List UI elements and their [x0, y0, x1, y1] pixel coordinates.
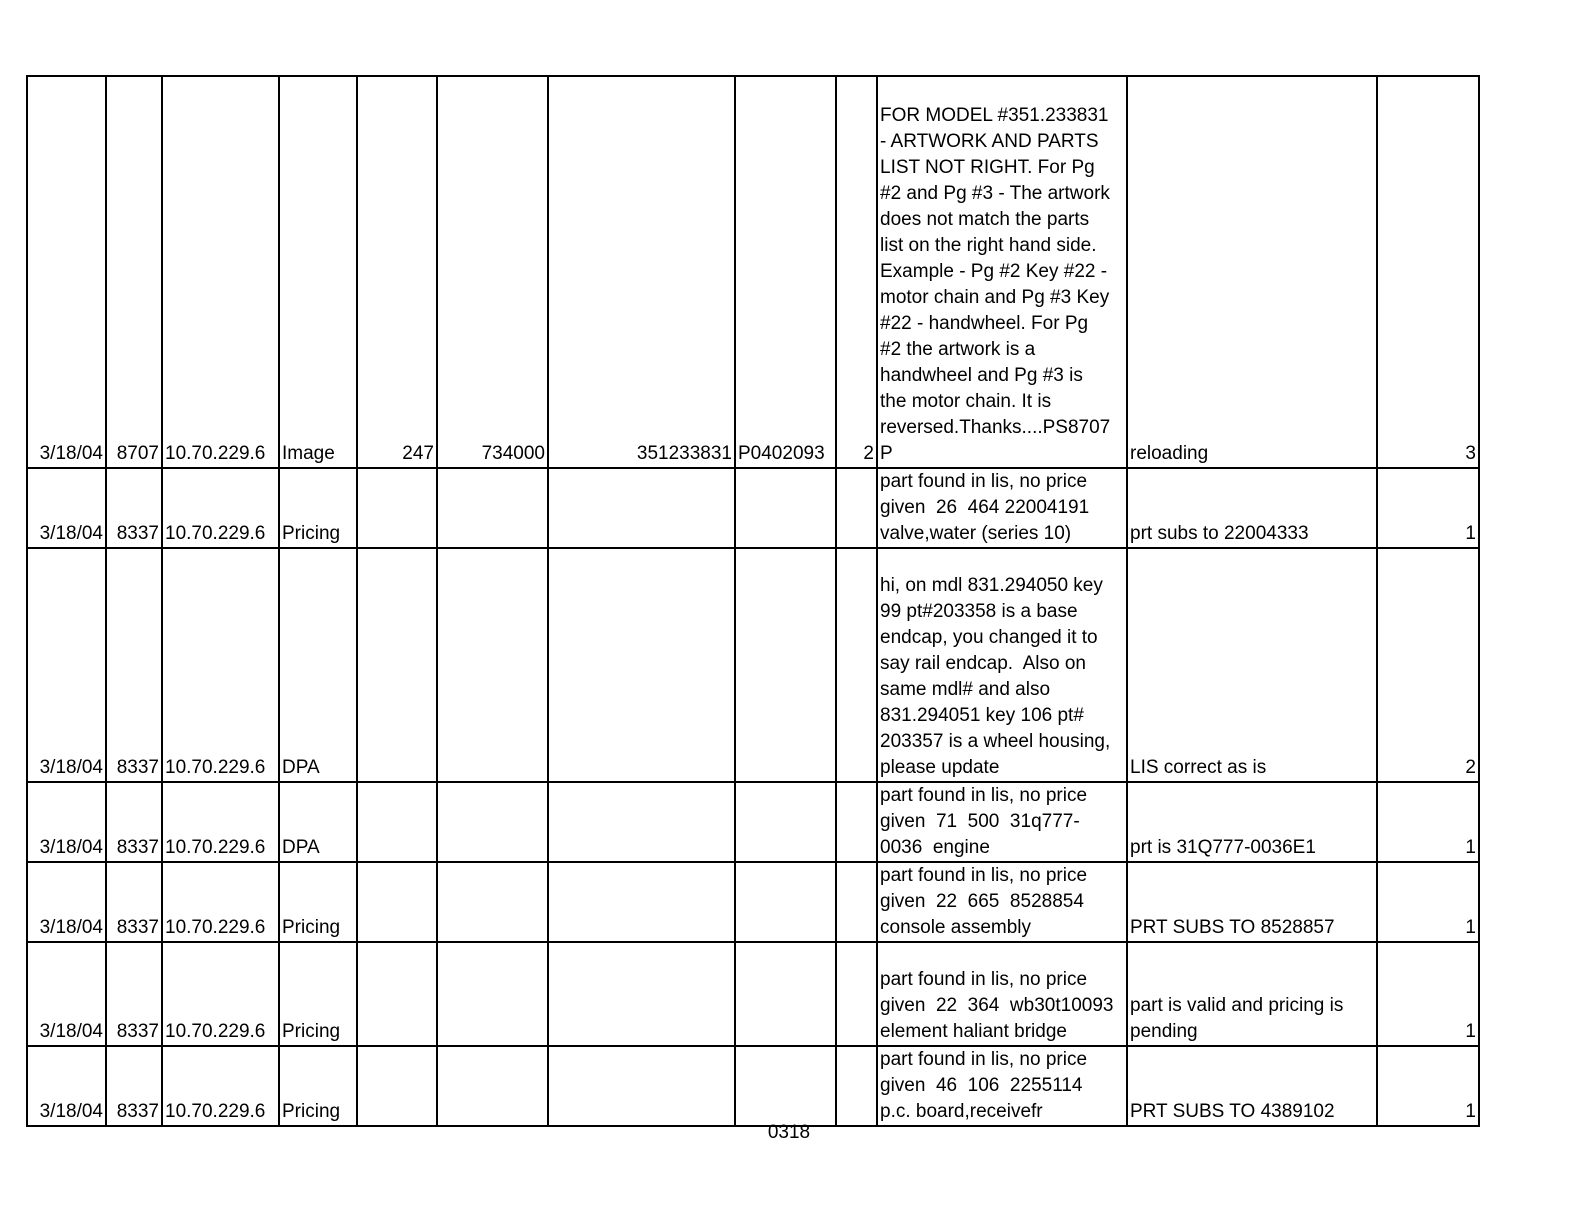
table-row [27, 468, 1479, 548]
col5-cell [357, 862, 437, 942]
count-cell: 1 [1377, 468, 1479, 548]
id-cell: 8337 [106, 468, 162, 548]
type-cell: DPA [279, 548, 357, 782]
col9-cell [836, 468, 877, 548]
col5-cell [357, 1046, 437, 1126]
col8-cell [735, 548, 836, 782]
col9-cell [836, 548, 877, 782]
ip-cell: 10.70.229.6 [162, 862, 279, 942]
comment-cell: part found in lis, no price given 22 665 8528854 console assembly [877, 862, 1127, 942]
count-cell: 3 [1377, 76, 1479, 468]
col5-cell: 247 [357, 76, 437, 468]
date-cell: 3/18/04 [27, 1046, 106, 1126]
col9-cell: 2 [836, 76, 877, 468]
col8-cell [735, 468, 836, 548]
type-cell: Pricing [279, 1046, 357, 1126]
table-row [27, 862, 1479, 942]
comment-cell: FOR MODEL #351.233831 - ARTWORK AND PARTS LIST NOT RIGHT. For Pg #2 and Pg #3 - The artwork does not match the parts list on the right hand side. Example - Pg #2 Key #22 - motor chain and Pg #3 Key #22 - handwheel. For Pg #2 the artwork is a handwheel and Pg #3 is the motor chain. It is reversed.Thanks....PS8707 P [877, 76, 1127, 468]
type-cell: Pricing [279, 468, 357, 548]
col9-cell [836, 862, 877, 942]
table-row [27, 1046, 1479, 1126]
ip-cell: 10.70.229.6 [162, 1046, 279, 1126]
count-cell: 1 [1377, 862, 1479, 942]
col5-cell [357, 468, 437, 548]
ip-cell: 10.70.229.6 [162, 548, 279, 782]
col5-cell [357, 942, 437, 1046]
col7-cell [548, 1046, 735, 1126]
count-cell: 1 [1377, 782, 1479, 862]
date-cell: 3/18/04 [27, 548, 106, 782]
col6-cell [437, 548, 548, 782]
col6-cell [437, 1046, 548, 1126]
ip-cell: 10.70.229.6 [162, 782, 279, 862]
date-cell: 3/18/04 [27, 862, 106, 942]
col8-cell [735, 1046, 836, 1126]
type-cell: DPA [279, 782, 357, 862]
comment-cell: part found in lis, no price given 26 464 22004191 valve,water (series 10) [877, 468, 1127, 548]
count-cell: 1 [1377, 1046, 1479, 1126]
col9-cell [836, 1046, 877, 1126]
response-cell: PRT SUBS TO 8528857 [1127, 862, 1377, 942]
col6-cell: 734000 [437, 76, 548, 468]
comment-cell: part found in lis, no price given 71 500 31q777- 0036 engine [877, 782, 1127, 862]
col6-cell [437, 862, 548, 942]
table-row [27, 76, 1479, 468]
table-row [27, 548, 1479, 782]
type-cell: Pricing [279, 942, 357, 1046]
col9-cell [836, 782, 877, 862]
comment-cell: hi, on mdl 831.294050 key 99 pt#203358 is a base endcap, you changed it to say rail endcap. Also on same mdl# and also 831.294051 key 106 pt# 203357 is a wheel housing, please update [877, 548, 1127, 782]
col7-cell [548, 468, 735, 548]
id-cell: 8337 [106, 782, 162, 862]
col8-cell [735, 942, 836, 1046]
response-cell: prt is 31Q777-0036E1 [1127, 782, 1377, 862]
col9-cell [836, 942, 877, 1046]
table-row [27, 942, 1479, 1046]
response-cell: reloading [1127, 76, 1377, 468]
comment-cell: part found in lis, no price given 22 364 wb30t10093 element haliant bridge [877, 942, 1127, 1046]
col8-cell: P0402093 [735, 76, 836, 468]
feedback-log-table [26, 75, 1480, 1127]
id-cell: 8337 [106, 942, 162, 1046]
ip-cell: 10.70.229.6 [162, 942, 279, 1046]
col6-cell [437, 942, 548, 1046]
col7-cell [548, 862, 735, 942]
ip-cell: 10.70.229.6 [162, 468, 279, 548]
date-cell: 3/18/04 [27, 782, 106, 862]
col7-cell [548, 782, 735, 862]
id-cell: 8337 [106, 1046, 162, 1126]
col7-cell: 351233831 [548, 76, 735, 468]
id-cell: 8337 [106, 548, 162, 782]
type-cell: Image [279, 76, 357, 468]
id-cell: 8707 [106, 76, 162, 468]
col5-cell [357, 782, 437, 862]
response-cell: PRT SUBS TO 4389102 [1127, 1046, 1377, 1126]
col5-cell [357, 548, 437, 782]
ip-cell: 10.70.229.6 [162, 76, 279, 468]
col6-cell [437, 782, 548, 862]
page-number: 0318 [767, 1122, 811, 1143]
response-cell: part is valid and pricing is pending [1127, 942, 1377, 1046]
date-cell: 3/18/04 [27, 942, 106, 1046]
count-cell: 1 [1377, 942, 1479, 1046]
response-cell: LIS correct as is [1127, 548, 1377, 782]
col6-cell [437, 468, 548, 548]
count-cell: 2 [1377, 548, 1479, 782]
date-cell: 3/18/04 [27, 76, 106, 468]
col8-cell [735, 782, 836, 862]
col8-cell [735, 862, 836, 942]
date-cell: 3/18/04 [27, 468, 106, 548]
response-cell: prt subs to 22004333 [1127, 468, 1377, 548]
col7-cell [548, 942, 735, 1046]
comment-cell: part found in lis, no price given 46 106 2255114 p.c. board,receivefr [877, 1046, 1127, 1126]
table-row [27, 782, 1479, 862]
type-cell: Pricing [279, 862, 357, 942]
id-cell: 8337 [106, 862, 162, 942]
col7-cell [548, 548, 735, 782]
